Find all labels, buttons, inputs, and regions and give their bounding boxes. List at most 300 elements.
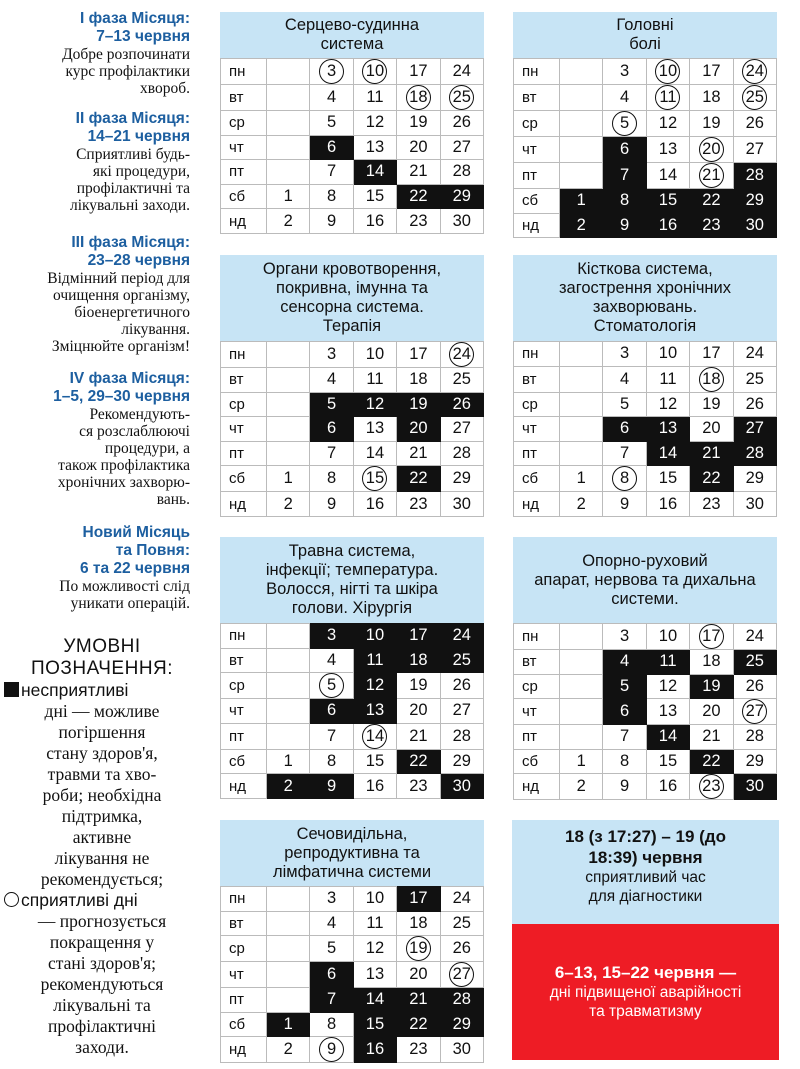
weekday-label: пт [514,441,560,466]
unfavorable-day: 14 [646,441,689,466]
phase-3-title: III фаза Місяця: [71,234,190,251]
weekday-label: вт [221,911,267,936]
calendar-day: 3 [310,342,353,368]
weekday-label: пт [514,725,560,750]
diagnostics-time-2: 18:39) червня [588,848,703,867]
calendar-day: 15 [353,749,396,774]
calendar-day: 4 [310,648,353,673]
unfavorable-day: 13 [646,417,689,442]
calendar-day: 20 [397,962,440,988]
empty-cell [267,111,310,136]
calendar-day: 2 [560,492,603,517]
unfavorable-day: 28 [440,988,483,1013]
unfavorable-day: 22 [397,749,440,774]
weekday-label: пн [514,342,560,367]
unfavorable-day: 6 [310,699,353,724]
calendar-row [514,213,777,238]
legend-bad-line: дні — можливе [44,701,160,721]
danger-box [512,924,779,1060]
calendar-row [221,911,484,936]
unfavorable-day: 24 [440,624,483,649]
calendar-day: 18 [690,650,733,675]
calendar-day: 25 [733,366,776,392]
calendar-day: 16 [353,492,396,517]
weekday-label: чт [221,417,267,442]
phase-new-full-moon [4,524,190,612]
calendar-row [221,368,484,393]
calendar-row [221,749,484,774]
empty-cell [560,674,603,699]
diagnostics-text-1: сприятливий час [585,869,706,886]
phase-4-dates: 1–5, 29–30 червня [53,388,190,405]
unfavorable-day: 22 [690,189,733,214]
weekday-label: сб [221,749,267,774]
phase-5-line: По можливості слід [59,578,190,595]
weekday-label: нд [514,492,560,517]
calendar-day: 7 [603,725,646,750]
weekday-label: вт [514,650,560,675]
calendar-day: 1 [560,466,603,492]
favorable-day-circle: 15 [362,466,387,491]
calendar-day: 3 [603,624,646,650]
unfavorable-day: 23 [690,213,733,238]
calendar-grid [220,623,484,799]
empty-cell [267,59,310,85]
unfavorable-day: 17 [397,887,440,912]
calendar-day: 20 [397,135,440,160]
calendar-row [221,962,484,988]
calendar-row [221,723,484,749]
calendar-row [514,137,777,163]
phase-2-line: лікувальні заходи. [69,197,190,214]
empty-cell [267,911,310,936]
phase-5-title: Новий Місяць [82,524,190,541]
unfavorable-day: 3 [310,624,353,649]
calendar-day: 28 [440,160,483,185]
calendar-day: 21 [397,160,440,185]
calendar-day: 24 [440,887,483,912]
unfavorable-day: 6 [310,135,353,160]
legend-good-line: профілактичні [48,1016,156,1036]
calendar-day: 1 [560,749,603,774]
empty-cell [560,417,603,442]
phase-2 [4,110,190,214]
unfavorable-day: 15 [353,1012,396,1037]
calendar-day: 26 [440,936,483,962]
unfavorable-day: 10 [353,624,396,649]
calendar-row [221,466,484,492]
calendar-day: 4 [310,368,353,393]
calendar-day: 18 [690,85,733,111]
legend [4,636,200,1058]
diagnostics-text-2: для діагностики [588,888,703,905]
favorable-day-circle: 25 [449,85,474,110]
phase-3-line: біоенергетичного [74,304,190,321]
legend-bad-line: підтримка, [61,806,143,826]
unfavorable-day: 5 [603,674,646,699]
legend-good-line: стані здоров'я; [47,953,157,973]
unfavorable-day: 7 [603,163,646,189]
favorable-day [690,624,733,650]
calendar-day: 19 [690,392,733,417]
calendar-title [220,12,484,58]
unfavorable-day: 21 [690,441,733,466]
phase-1-line: хвороб. [140,80,190,97]
unfavorable-day: 6 [310,417,353,442]
weekday-label: пн [221,59,267,85]
unfavorable-day: 28 [733,441,776,466]
calendar-day: 8 [603,749,646,774]
calendar-title-line: Стоматологія [593,317,697,335]
danger-text-1: дні підвищеної аварійності [549,984,742,1001]
calendar-title-line: Волосся, нігті та шкіра [266,580,438,598]
calendar-day: 8 [310,1012,353,1037]
calendar-day: 2 [267,492,310,517]
weekday-label: нд [221,1037,267,1063]
unfavorable-day: 19 [397,392,440,417]
weekday-label: пн [221,342,267,368]
calendar-day: 8 [310,184,353,209]
empty-cell [560,111,603,137]
calendar-day: 25 [440,368,483,393]
favorable-day [310,59,353,85]
unfavorable-day: 4 [603,650,646,675]
calendar-title-line: Терапія [322,317,382,335]
danger-dates: 6–13, 15–22 червня — [554,963,737,982]
favorable-day [733,699,776,725]
favorable-day [397,936,440,962]
calendar-cardio [220,12,484,234]
calendar-day: 10 [646,342,689,367]
legend-bad-line: погіршення [58,722,146,742]
unfavorable-day: 29 [440,184,483,209]
favorable-day-circle: 21 [699,163,724,188]
favorable-day [353,723,396,749]
calendar-row [221,184,484,209]
calendar-row [514,59,777,85]
favorable-day [646,59,689,85]
weekday-label: чт [221,699,267,724]
empty-cell [560,342,603,367]
calendar-digest [220,537,484,799]
unfavorable-day: 11 [646,650,689,675]
calendar-day: 27 [440,135,483,160]
calendar-day: 30 [733,492,776,517]
calendar-day: 7 [310,723,353,749]
calendar-row [221,342,484,368]
calendar-day: 28 [440,723,483,749]
unfavorable-day: 18 [397,648,440,673]
favorable-day-circle: 20 [699,137,724,162]
unfavorable-day: 22 [397,184,440,209]
favorable-day [310,1037,353,1063]
empty-cell [560,59,603,85]
calendar-row [514,650,777,675]
calendar-title-line: апарат, нервова та дихальна [534,570,756,589]
favorable-day-circle: 27 [449,962,474,987]
calendar-day: 7 [310,441,353,466]
phase-1 [4,10,190,97]
calendar-row [514,624,777,650]
empty-cell [267,441,310,466]
favorable-day [690,137,733,163]
calendar-day: 23 [690,492,733,517]
calendar-day: 12 [646,392,689,417]
calendar-day: 14 [353,441,396,466]
weekday-label: чт [514,417,560,442]
favorable-day-circle: 19 [406,936,431,961]
empty-cell [267,648,310,673]
calendar-title-line: Кісткова система, [577,260,713,278]
calendar-day: 16 [353,774,396,799]
empty-cell [267,368,310,393]
favorable-day [440,342,483,368]
calendar-urinary [220,820,484,1063]
empty-cell [267,342,310,368]
calendar-row [221,111,484,136]
legend-good-term: сприятливі дні [21,890,138,910]
favorable-day-circle: 25 [742,85,767,110]
empty-cell [267,887,310,912]
favorable-day-circle: 10 [655,59,680,84]
empty-cell [560,624,603,650]
favorable-day [733,59,776,85]
weekday-label: сб [514,189,560,214]
calendar-title [513,255,777,341]
weekday-label: пн [514,624,560,650]
calendar-day: 3 [310,887,353,912]
calendar-title-line: Травна система, [288,542,416,560]
calendar-day: 16 [353,209,396,234]
calendar-day: 23 [397,1037,440,1063]
unfavorable-day: 29 [440,1012,483,1037]
favorable-day-circle: 24 [449,342,474,367]
weekday-label: сб [514,466,560,492]
unfavorable-day: 25 [733,650,776,675]
weekday-label: пт [221,160,267,185]
weekday-label: ср [514,111,560,137]
empty-cell [560,366,603,392]
unfavorable-day: 26 [440,392,483,417]
favorable-day [603,111,646,137]
calendar-row [514,492,777,517]
calendar-day: 12 [646,111,689,137]
unfavorable-day: 16 [353,1037,396,1063]
calendar-title [513,12,777,58]
calendar-row [514,342,777,367]
unfavorable-day: 5 [310,392,353,417]
calendar-day: 15 [646,749,689,774]
calendar-day: 13 [353,962,396,988]
phase-2-line: профілактичні та [76,180,190,197]
calendar-title-line: голови. Хірургія [291,599,413,617]
unfavorable-day: 19 [690,674,733,699]
calendar-row [514,392,777,417]
empty-cell [267,962,310,988]
calendar-day: 27 [440,417,483,442]
legend-bad-line: лікування не [54,848,150,868]
calendar-title-line: репродуктивна та [284,843,420,862]
calendar-day: 5 [310,936,353,962]
weekday-label: ср [514,674,560,699]
calendar-day: 3 [603,342,646,367]
empty-cell [267,160,310,185]
weekday-label: сб [221,466,267,492]
favorable-day [603,466,646,492]
calendar-day: 14 [646,163,689,189]
calendar-day: 29 [440,749,483,774]
unfavorable-day: 9 [603,213,646,238]
calendar-day: 11 [353,911,396,936]
calendar-row [514,674,777,699]
calendar-day: 17 [690,342,733,367]
calendar-day: 2 [560,774,603,800]
weekday-label: пт [514,163,560,189]
calendar-row [221,59,484,85]
unfavorable-day: 2 [560,213,603,238]
weekday-label: сб [514,749,560,774]
legend-good-line: лікувальні та [53,995,151,1015]
calendar-day: 23 [397,209,440,234]
legend-good-term-row [4,890,200,911]
calendar-title-line: Серцево-судинна [284,16,420,34]
unfavorable-day: 11 [353,648,396,673]
calendar-row [221,160,484,185]
calendar-day: 21 [397,441,440,466]
legend-good-line: покращення у [49,932,155,952]
weekday-label: пн [514,59,560,85]
empty-cell [267,135,310,160]
favorable-day-circle: 10 [362,59,387,84]
calendar-title [220,537,484,623]
calendar-day: 26 [733,392,776,417]
calendar-day: 26 [440,673,483,699]
calendar-row [221,209,484,234]
calendar-row [514,441,777,466]
favorable-day [440,85,483,111]
favorable-day [397,85,440,111]
calendar-day: 11 [353,368,396,393]
calendar-day: 29 [733,749,776,774]
calendar-day: 5 [310,111,353,136]
calendar-title [513,537,777,623]
legend-bad-term-row [4,680,200,701]
calendar-day: 12 [353,936,396,962]
legend-bad-term: несприятливі [21,680,129,700]
calendar-grid [513,623,777,800]
favorable-day [690,366,733,392]
phase-5-line: уникати операцій. [70,595,190,612]
weekday-label: ср [221,111,267,136]
empty-cell [267,624,310,649]
phase-2-title: II фаза Місяця: [75,110,190,127]
unfavorable-day: 27 [733,417,776,442]
calendar-day: 26 [733,111,776,137]
unfavorable-day: 21 [397,988,440,1013]
calendar-row [514,466,777,492]
calendar-row [221,135,484,160]
calendar-day: 20 [397,699,440,724]
danger-text-2: та травматизму [589,1003,702,1020]
weekday-label: вт [221,85,267,111]
unfavorable-day: 14 [353,988,396,1013]
unfavorable-day: 2 [267,774,310,799]
unfavorable-day: 22 [690,466,733,492]
black-square-icon [4,682,19,697]
calendar-day: 29 [733,466,776,492]
weekday-label: нд [514,213,560,238]
calendar-day: 8 [310,466,353,492]
empty-cell [560,725,603,750]
favorable-day-circle: 9 [319,1037,344,1062]
favorable-day [690,774,733,800]
empty-cell [267,85,310,111]
phase-1-title: I фаза Місяця: [79,10,190,27]
empty-cell [267,699,310,724]
unfavorable-day: 28 [733,163,776,189]
unfavorable-day: 16 [646,213,689,238]
calendar-day: 5 [603,392,646,417]
calendar-row [221,417,484,442]
favorable-day-circle: 27 [742,699,767,724]
empty-cell [267,673,310,699]
calendar-day: 17 [690,59,733,85]
empty-cell [560,85,603,111]
calendar-day: 10 [353,342,396,368]
legend-good-line: заходи. [75,1037,129,1057]
phase-1-line: курс профілактики [65,63,190,80]
phase-4 [4,370,190,508]
favorable-day [353,466,396,492]
calendar-day: 3 [603,59,646,85]
weekday-label: нд [221,492,267,517]
calendar-day: 23 [397,774,440,799]
empty-cell [267,417,310,442]
phase-3-line: Зміцнюйте організм! [51,338,190,355]
favorable-day-circle: 5 [612,111,637,136]
weekday-label: пн [221,887,267,912]
calendar-day: 13 [353,417,396,442]
calendar-day: 10 [353,887,396,912]
calendar-day: 9 [603,492,646,517]
unfavorable-day: 15 [646,189,689,214]
calendar-day: 18 [397,911,440,936]
calendar-row [514,774,777,800]
calendar-day: 16 [646,774,689,800]
calendar-day: 29 [440,466,483,492]
calendar-day: 12 [353,111,396,136]
circle-icon [4,892,19,907]
weekday-label: ср [514,392,560,417]
unfavorable-day: 6 [310,962,353,988]
calendar-title [220,255,484,341]
unfavorable-day: 30 [440,774,483,799]
unfavorable-day: 7 [310,988,353,1013]
calendar-title-line: захворювань. [592,298,698,316]
phase-3-line: очищення організму, [53,287,190,304]
calendar-day: 1 [267,749,310,774]
calendar-day: 27 [733,137,776,163]
favorable-day-circle: 18 [406,85,431,110]
weekday-label: нд [221,209,267,234]
favorable-day [310,673,353,699]
calendar-day: 15 [646,466,689,492]
calendar-grid [220,886,484,1063]
weekday-label: чт [514,137,560,163]
unfavorable-day: 1 [560,189,603,214]
empty-cell [560,163,603,189]
favorable-day [690,163,733,189]
